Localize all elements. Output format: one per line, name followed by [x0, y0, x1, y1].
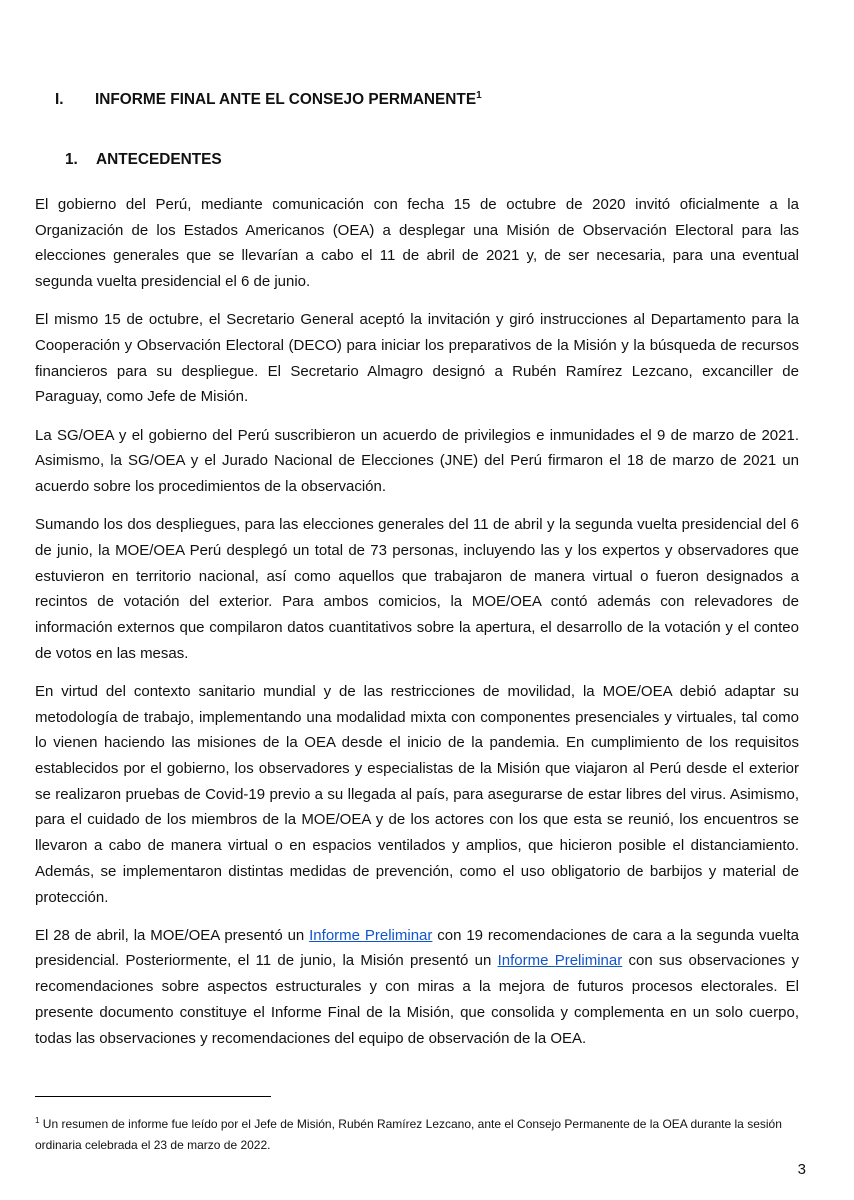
paragraph-agreements: La SG/OEA y el gobierno del Perú suscribieron un acuerdo de privilegios e inmunidades el 9 de marzo de 2021. Asimismo, la SG/OEA y el Jurado Nacional de Elecciones (JNE) del Perú firmaron el 18 de marzo de 2021 un acuerdo sobre los procedimientos de la observación. — [35, 426, 799, 496]
footnote-divider — [35, 1096, 271, 1097]
section-heading — [55, 90, 482, 110]
informe-preliminar-link[interactable]: Informe Preliminar — [309, 926, 433, 944]
section-title: INFORME FINAL ANTE EL CONSEJO PERMANENTE — [95, 91, 477, 108]
subsection-number: 1. — [65, 151, 78, 168]
section-number: I. — [55, 91, 64, 108]
paragraph-text: El 28 de abril, la MOE/OEA presentó un — [35, 926, 310, 944]
footnote-text: Un resumen de informe fue leído por el Jefe de Misión, Rubén Ramírez Lezcano, ante el Consejo Permanente de la OEA durante la sesión ordinaria celebrada el 23 de marzo de 2022. — [35, 1117, 782, 1152]
informe-preliminar-link[interactable]: Informe Preliminar — [497, 952, 623, 970]
subsection-heading — [65, 150, 222, 170]
subsection-title: ANTECEDENTES — [96, 151, 222, 168]
paragraph-methodology: En virtud del contexto sanitario mundial y de las restricciones de movilidad, la MOE/OEA debió adaptar su metodología de trabajo, implementando una modalidad mixta con componentes presenciales y virtuales, tal como lo vienen haciendo las misiones de la OEA desde el inicio de la pandemia. En cumplimiento de los requisitos establecidos por el gobierno, los observadores y especialistas de la Misión que viajaron al Perú desde el exterior se realizaron pruebas de Covid-19 previo a su llegada al país, para asegurarse de estar libres del virus. Asimismo, para el cuidado de los miembros de la MOE/OEA y de los actores con los que esta se reunió, los encuentros se llevaron a cabo de manera virtual o en espacios ventilados y amplios, que hicieron posible el distanciamiento. Además, se implementaron distintas medidas de prevención, como el uso obligatorio de barbijos y material de protección. — [35, 682, 799, 906]
paragraph-deployment: Sumando los dos despliegues, para las elecciones generales del 11 de abril y la segunda vuelta presidencial del 6 de junio, la MOE/OEA Perú desplegó un total de 73 personas, incluyendo las y los expertos y observadores que estuvieron en territorio nacional, así como aquellos que trabajaron de manera virtual o fueron designados a recintos de votación del exterior. Para ambos comicios, la MOE/OEA contó además con relevadores de información externos que compilaron datos cuantitativos sobre la apertura, el desarrollo de la votación y el conteo de votos en las mesas. — [35, 516, 799, 662]
paragraph-text: con 19 recomendaciones de cara a la segunda vuelta presidencial. Posteriormente, el 11 de junio, la Misión presentó un — [35, 926, 799, 970]
paragraph-text: con sus observaciones y recomendaciones sobre aspectos estructurales y con miras a la mejora de futuros procesos electorales. El presente documento constituye el Informe Final de la Misión, que consolida y complementa en un solo cuerpo, todas las observaciones y recomendaciones del equipo de observación de la OEA. — [35, 952, 800, 1047]
page-number: 3 — [797, 1161, 806, 1178]
paragraph-reports — [35, 923, 799, 1052]
body-text — [35, 192, 799, 1064]
footnote-marker: 1 — [35, 1116, 40, 1125]
paragraph-acceptance: El mismo 15 de octubre, el Secretario General aceptó la invitación y giró instrucciones al Departamento para la Cooperación y Observación Electoral (DECO) para iniciar los preparativos de la Misión y la búsqueda de recursos financieros para su despliegue. El Secretario Almagro designó a Rubén Ramírez Lezcano, excanciller de Paraguay, como Jefe de Misión. — [35, 311, 799, 406]
footnote — [35, 1114, 799, 1156]
footnote-reference[interactable]: 1 — [476, 89, 482, 101]
paragraph-invitation: El gobierno del Perú, mediante comunicación con fecha 15 de octubre de 2020 invitó oficialmente a la Organización de los Estados Americanos (OEA) a desplegar una Misión de Observación Electoral para las elecciones generales que se llevarían a cabo el 11 de abril de 2021 y, de ser necesaria, para una eventual segunda vuelta presidencial el 6 de junio. — [35, 196, 799, 291]
